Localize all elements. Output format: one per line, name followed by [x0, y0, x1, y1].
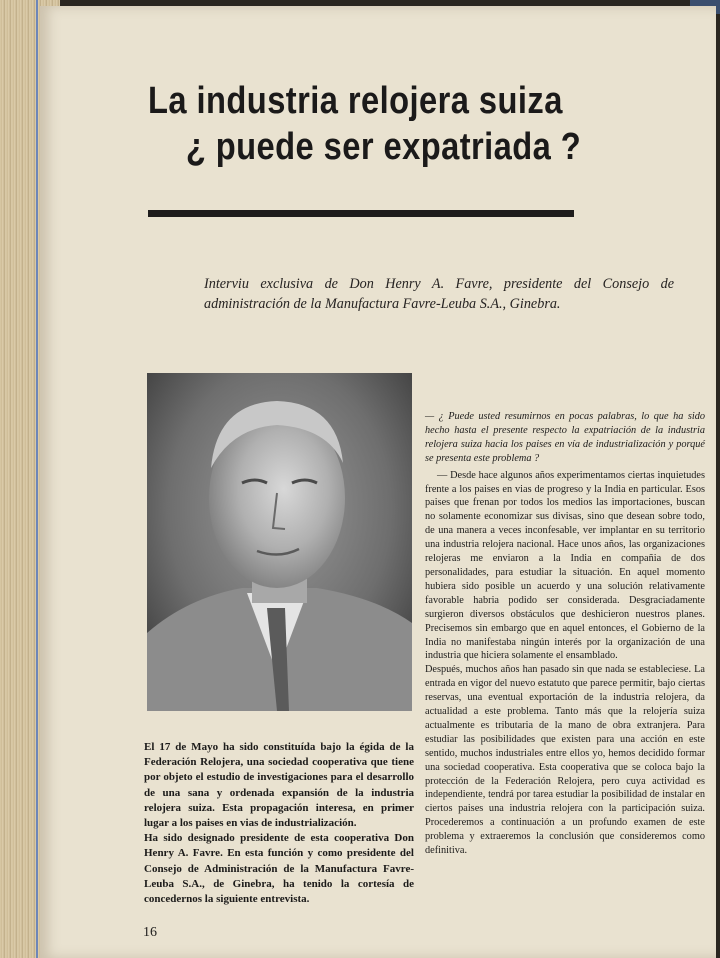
intro-text: Interviu exclusiva de Don Henry A. Favre, presidente del Consejo de administración de la Manufactura Favre-Leuba S.A., Ginebra.	[204, 276, 674, 312]
interview-column	[425, 410, 705, 858]
interview-answer-paragraph: — Desde hace algunos años experimentamos ciertas inquietudes frente a los paises en vias de progreso y la India en particular. Esos paises que frenan por todos los medios las importaciones, buscan no solamente economizar sus divisas, sino que desean sobre todo, de una manera a veces inconfesable, ver implantar en su territorio una industria relojera nacional. Hace unos años, las organizaciones relojeras me enviaron a la India en compañia de dos personalidades, para estudiar la situación. En aquel momento hubiera sido posible un acuerdo y una solución relativamente favorable habria podido ser considerada. Desgraciadamente surgieron diversos obstáculos que deshicieron nuestros planes. Precisemos sin embargo que en aquel entonces, el Gobierno de la India no manifestaba ningún interés por la organización de una industria que hiciera solamente el ensamblado.	[425, 469, 705, 662]
title-line-1: La industria relojera suiza	[148, 80, 563, 122]
caption-paragraph: Ha sido designado presidente de esta cooperativa Don Henry A. Favre. En esta función y como presidente del Consejo de Administración de la Manufactura Favre-Leuba S.A., de Ginebra, ha tenido la cortesía de concedernos la siguiente entrevista.	[144, 832, 414, 906]
interview-question: — ¿ Puede usted resumirnos en pocas palabras, lo que ha sido hecho hasta el presente respecto la expatriación de la industria relojera suiza hacia los paises en vía de industrialización y porqué se presenta este problema ?	[425, 411, 705, 464]
interview-answer-paragraph: Después, muchos años han pasado sin que nada se estableciese. La entrada en vigor del nuevo estatuto que parece permitir, bajo ciertas reservas, una eventual exportación de la industria relojera, da actualidad a este problema. Tanto más que la relojería suiza actualmente es tributaria de la mano de obra extranjera. Para estudiar las posibilidades que existen para una acción en este sentido, muchos industriales entre ellos yo, hemos decidido formar una sociedad cooperativa. Esta cooperativa que se coloca bajo la protección de la Federación Relojera, pero cuya actividad es independiente, tendrá por tarea estudiar la posibilidad de instalar en ciertos paises una industria relojera con la participación suiza. Procederemos a continuación a un profundo examen de este problema y extraeremos la conclusión que consideremos como definitiva.	[425, 664, 705, 857]
photo-caption	[144, 740, 414, 907]
portrait-illustration	[147, 373, 412, 711]
portrait-photo	[147, 373, 412, 711]
title-rule	[148, 210, 574, 217]
article-title	[148, 78, 595, 170]
book-page-edge-ribbon	[36, 0, 38, 958]
page-number: 16	[143, 925, 157, 940]
caption-paragraph: El 17 de Mayo ha sido constituída bajo la égida de la Federación Relojera, una sociedad cooperativa que tiene por objeto el estudio de investigaciones para el desarrollo de una sana y ordenada expansión de la industria relojera suiza. Esta propagación interesa, en primer lugar a los paises en vias de industrialización.	[144, 741, 414, 830]
title-line-2: ¿ puede ser expatriada ?	[185, 126, 582, 168]
